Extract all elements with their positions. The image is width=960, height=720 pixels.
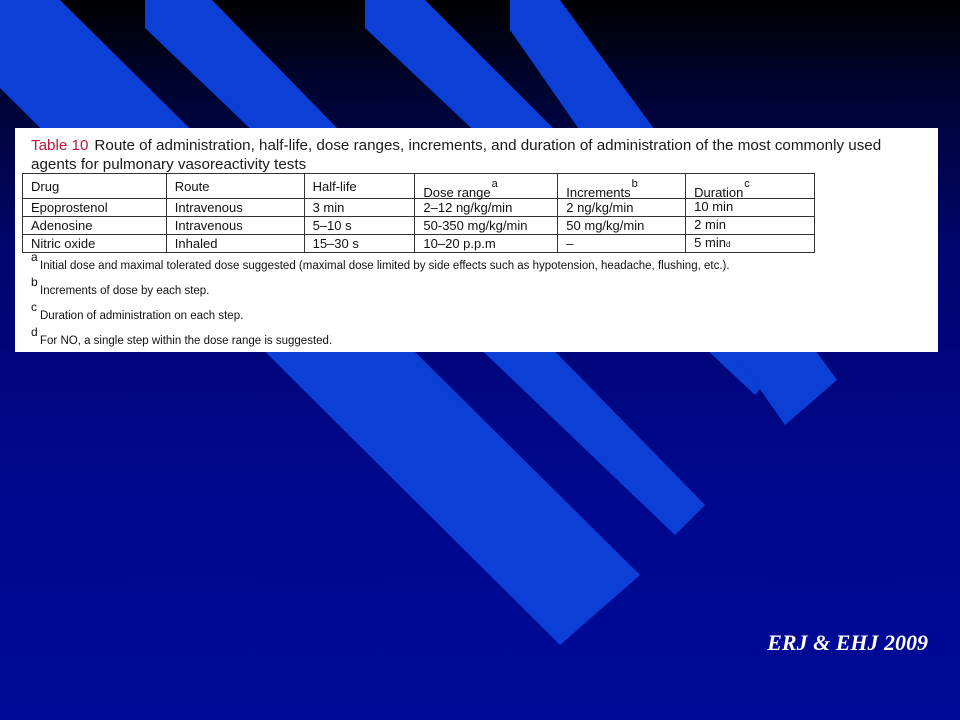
cell-dose-range: 2–12 ng/kg/min xyxy=(415,199,558,217)
table-number: Table 10 xyxy=(31,137,89,154)
cell-duration: 2 min xyxy=(686,217,815,235)
footnote-marker: a xyxy=(31,250,38,264)
cell-half-life: 3 min xyxy=(304,199,415,217)
cell-dose-range: 50-350 mg/kg/min xyxy=(415,217,558,235)
footnote-marker: b xyxy=(31,275,38,289)
cell-drug: Epoprostenol xyxy=(23,199,167,217)
cell-duration: 10 min xyxy=(686,199,815,217)
table-row xyxy=(23,199,815,217)
footnote-text: For NO, a single step within the dose range is suggested. xyxy=(40,335,333,347)
header-half-life: Half-life xyxy=(304,174,415,199)
header-route: Route xyxy=(166,174,304,199)
cell-drug: Nitric oxide xyxy=(23,235,167,253)
header-increments: Increments$^b$ xyxy=(558,174,686,199)
table-title: Route of administration, half-life, dose ranges, increments, and duration of administration of the most commonly used agents for pulmonary vasoreactivity tests xyxy=(31,137,882,173)
footnote-text: Initial dose and maximal tolerated dose suggested (maximal dose limited by side effects such as hypotension, headache, flushing, etc.). xyxy=(40,260,730,272)
cell-increments: 50 mg/kg/min xyxy=(558,217,686,235)
footnote-text: Duration of administration on each step. xyxy=(40,310,244,322)
table-row xyxy=(23,235,815,253)
cell-route: Inhaled xyxy=(166,235,304,253)
table-caption xyxy=(31,136,931,174)
footnote-marker: c xyxy=(31,300,37,314)
cell-increments: – xyxy=(558,235,686,253)
cell-duration: 5 mind xyxy=(686,235,815,253)
footnote-text: Increments of dose by each step. xyxy=(40,285,210,297)
header-drug: Drug xyxy=(23,174,167,199)
table-row xyxy=(23,217,815,235)
cell-route: Intravenous xyxy=(166,199,304,217)
cell-increments: 2 ng/kg/min xyxy=(558,199,686,217)
header-duration: Duration$^c$ xyxy=(686,174,815,199)
cell-half-life: 15–30 s xyxy=(304,235,415,253)
footnote-marker: d xyxy=(31,325,38,339)
cell-half-life: 5–10 s xyxy=(304,217,415,235)
source-citation: ERJ & EHJ 2009 xyxy=(767,630,928,655)
cell-dose-range: 10–20 p.p.m xyxy=(415,235,558,253)
cell-route: Intravenous xyxy=(166,217,304,235)
table-header-row xyxy=(23,174,815,199)
drug-table xyxy=(22,173,815,253)
header-dose-range: Dose range$^a$ xyxy=(415,174,558,199)
cell-drug: Adenosine xyxy=(23,217,167,235)
table-panel xyxy=(15,128,938,352)
